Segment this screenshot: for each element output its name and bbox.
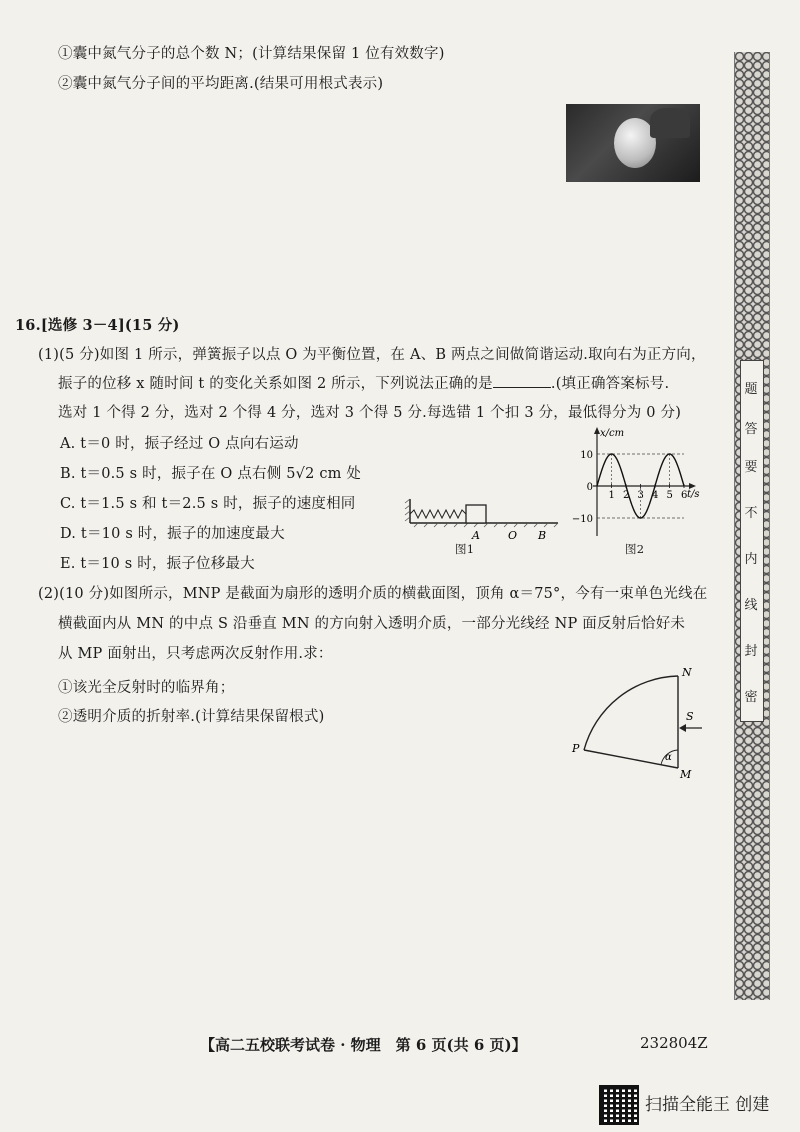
airbag-photo xyxy=(566,104,700,182)
seal-char-4: 内 xyxy=(744,552,758,567)
option-c: C. t＝1.5 s 和 t＝2.5 s 时，振子的速度相同 xyxy=(60,496,356,512)
scanner-watermark: 扫描全能王 创建 xyxy=(645,1095,770,1115)
q16-part1-line3: 选对 1 个得 2 分，选对 2 个得 4 分，选对 3 个得 5 分.每选错 1 个扣 3 分，最低得分为 0 分) xyxy=(58,405,682,421)
q16-part2-item1: ①该光全反射时的临界角； xyxy=(58,680,235,696)
q16-part1-line2 xyxy=(58,372,669,393)
x-tick-label: 3 xyxy=(637,490,644,501)
label-a: A xyxy=(472,529,480,542)
mass-block xyxy=(466,505,486,523)
x-tick-label: 1 xyxy=(608,490,615,501)
q15-item-1: ①囊中氮气分子的总个数 N；(计算结果保留 1 位有效数字) xyxy=(58,46,445,62)
q16-part2-line1: (2)(10 分)如图所示，MNP 是截面为扇形的透明介质的横截面图，顶角 α＝75°，今有一束单色光线在 xyxy=(38,586,708,602)
figure-2-xt-graph xyxy=(565,424,705,542)
q16-part1-line2-pre: 振子的位移 x 随时间 t 的变化关系如图 2 所示，下列说法正确的是 xyxy=(58,376,493,392)
q16-header: 16.[选修 3－4](15 分) xyxy=(15,317,180,334)
figure-1-caption: 图1 xyxy=(455,542,475,556)
ray-arrowhead xyxy=(679,724,686,732)
x-axis-label: t/s xyxy=(687,489,700,500)
answer-blank[interactable] xyxy=(493,375,551,388)
seal-char-8: 题 xyxy=(744,382,758,397)
seal-line-strip xyxy=(740,360,764,722)
q16-part1-line2-post: .(填正确答案标号. xyxy=(550,376,670,392)
q16-part2-item2: ②透明介质的折射率.(计算结果保留根式) xyxy=(58,709,325,725)
q15-item-2: ②囊中氮气分子间的平均距离.(结果可用根式表示) xyxy=(58,76,384,92)
option-b: B. t＝0.5 s 时，振子在 O 点右侧 5√2 cm 处 xyxy=(60,466,362,482)
label-o: O xyxy=(508,529,518,542)
y-tick-label: 10 xyxy=(580,450,593,461)
spring xyxy=(410,510,466,518)
y-tick-label: 0 xyxy=(586,482,593,493)
label-b: B xyxy=(538,529,547,542)
seal-char-6: 要 xyxy=(744,460,758,475)
q16-part2-line2: 横截面内从 MN 的中点 S 沿垂直 MN 的方向射入透明介质，一部分光线经 NP 面反射后恰好未 xyxy=(58,616,686,632)
label-p: P xyxy=(572,742,580,755)
x-tick-label: 2 xyxy=(623,490,630,501)
q16-part2-line3: 从 MP 面射出，只考虑两次反射作用.求： xyxy=(58,646,333,662)
seal-char-3: 线 xyxy=(744,598,758,613)
y-axis-label: x/cm xyxy=(600,428,625,439)
sector-arc xyxy=(584,676,678,750)
label-n: N xyxy=(682,666,692,679)
seal-char-5: 不 xyxy=(744,506,758,521)
seal-char-7: 答 xyxy=(744,422,758,437)
option-a: A. t＝0 时，振子经过 O 点向右运动 xyxy=(60,436,299,452)
q16-part1-line1: (1)(5 分)如图 1 所示，弹簧振子以点 O 为平衡位置，在 A、B 两点之间做简谐运动.取向右为正方向， xyxy=(38,347,706,363)
label-s: S xyxy=(686,710,694,723)
footer-code: 232804Z xyxy=(640,1034,708,1052)
edge-mp xyxy=(584,750,678,768)
figure-3-sector xyxy=(568,664,718,784)
photo-background-shape xyxy=(650,108,690,138)
figure-2-caption: 图2 xyxy=(625,542,645,556)
x-tick-label: 6 xyxy=(681,490,688,501)
footer-title: 【高二五校联考试卷 · 物理 第 6 页(共 6 页)】 xyxy=(200,1036,527,1054)
label-m: M xyxy=(680,768,692,781)
label-alpha: α xyxy=(665,752,672,763)
option-d: D. t＝10 s 时，振子的加速度最大 xyxy=(60,526,285,542)
seal-char-2: 封 xyxy=(744,644,758,659)
x-tick-label: 4 xyxy=(652,490,659,501)
x-tick-label: 5 xyxy=(666,490,673,501)
graph-axes xyxy=(572,427,700,536)
option-e: E. t＝10 s 时，振子位移最大 xyxy=(60,556,255,572)
y-tick-label: −10 xyxy=(571,514,593,525)
seal-char-1: 密 xyxy=(744,690,758,705)
qr-code-icon xyxy=(599,1085,639,1125)
figure-1-spring-oscillator xyxy=(400,495,570,555)
